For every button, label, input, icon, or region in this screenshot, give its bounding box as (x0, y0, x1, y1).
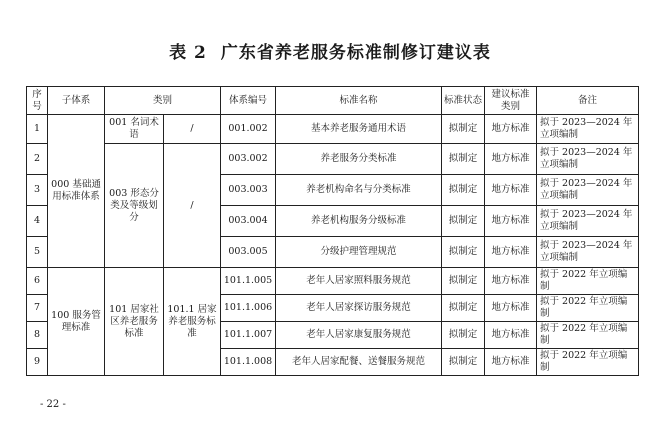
cell-type: 地方标准 (485, 295, 537, 322)
cell-name: 分级护理管理规范 (276, 237, 442, 268)
cell-name: 老年人居家探访服务规范 (276, 295, 442, 322)
header-seq: 序号 (27, 87, 48, 115)
cell-category: 001 名词术语 (105, 115, 164, 144)
cell-status: 拟制定 (442, 115, 485, 144)
cell-seq: 5 (27, 237, 48, 268)
header-row (27, 87, 639, 115)
cell-code: 003.002 (221, 144, 276, 175)
cell-status: 拟制定 (442, 322, 485, 349)
cell-status: 拟制定 (442, 206, 485, 237)
page-number: - 22 - (40, 399, 66, 410)
header-status: 标准状态 (442, 87, 485, 115)
cell-subsystem: 000 基础通用标准体系 (48, 115, 105, 268)
cell-remark: 拟于 2023—2024 年立项编制 (537, 175, 639, 206)
cell-name: 养老机构命名与分类标准 (276, 175, 442, 206)
cell-status: 拟制定 (442, 295, 485, 322)
cell-seq: 2 (27, 144, 48, 175)
header-suggested-type: 建议标准类别 (485, 87, 537, 115)
cell-type: 地方标准 (485, 268, 537, 295)
cell-category: 101 居家社区养老服务标准 (105, 268, 164, 376)
cell-type: 地方标准 (485, 175, 537, 206)
cell-remark: 拟于 2023—2024 年立项编制 (537, 237, 639, 268)
cell-code: 101.1.008 (221, 349, 276, 376)
cell-category-sub: / (164, 144, 221, 268)
header-name: 标准名称 (276, 87, 442, 115)
cell-category-sub: / (164, 115, 221, 144)
cell-name: 老年人居家配餐、送餐服务规范 (276, 349, 442, 376)
cell-name: 养老服务分类标准 (276, 144, 442, 175)
cell-seq: 6 (27, 268, 48, 295)
cell-code: 101.1.006 (221, 295, 276, 322)
table-number: 表 2 (169, 43, 207, 63)
header-subsystem: 子体系 (48, 87, 105, 115)
cell-name: 养老机构服务分级标准 (276, 206, 442, 237)
cell-remark: 拟于 2023—2024 年立项编制 (537, 206, 639, 237)
table-row (27, 144, 639, 175)
cell-code: 001.002 (221, 115, 276, 144)
cell-code: 003.003 (221, 175, 276, 206)
header-category: 类别 (105, 87, 221, 115)
cell-seq: 8 (27, 322, 48, 349)
header-code: 体系编号 (221, 87, 276, 115)
table-row (27, 268, 639, 295)
cell-code: 003.004 (221, 206, 276, 237)
cell-name: 老年人居家照料服务规范 (276, 268, 442, 295)
cell-type: 地方标准 (485, 237, 537, 268)
cell-category: 003 形态分类及等级划分 (105, 144, 164, 268)
cell-subsystem: 100 服务管理标准 (48, 268, 105, 376)
cell-seq: 9 (27, 349, 48, 376)
cell-remark: 拟于 2023—2024 年立项编制 (537, 115, 639, 144)
cell-seq: 3 (27, 175, 48, 206)
cell-name: 基本养老服务通用术语 (276, 115, 442, 144)
table-title: 广东省养老服务标准制修订建议表 (220, 43, 491, 63)
cell-remark: 拟于 2023—2024 年立项编制 (537, 144, 639, 175)
cell-seq: 7 (27, 295, 48, 322)
cell-type: 地方标准 (485, 349, 537, 376)
cell-seq: 4 (27, 206, 48, 237)
cell-code: 101.1.007 (221, 322, 276, 349)
cell-name: 老年人居家康复服务规范 (276, 322, 442, 349)
cell-seq: 1 (27, 115, 48, 144)
cell-remark: 拟于 2022 年立项编制 (537, 349, 639, 376)
cell-type: 地方标准 (485, 322, 537, 349)
cell-type: 地方标准 (485, 144, 537, 175)
cell-remark: 拟于 2022 年立项编制 (537, 322, 639, 349)
cell-status: 拟制定 (442, 349, 485, 376)
cell-status: 拟制定 (442, 237, 485, 268)
cell-code: 101.1.005 (221, 268, 276, 295)
cell-type: 地方标准 (485, 206, 537, 237)
table-row (27, 115, 639, 144)
cell-status: 拟制定 (442, 144, 485, 175)
cell-status: 拟制定 (442, 268, 485, 295)
cell-remark: 拟于 2022 年立项编制 (537, 268, 639, 295)
standards-table (26, 86, 639, 376)
cell-category-sub: 101.1 居家养老服务标准 (164, 268, 221, 376)
cell-code: 003.005 (221, 237, 276, 268)
page-title (0, 38, 660, 63)
cell-remark: 拟于 2022 年立项编制 (537, 295, 639, 322)
cell-type: 地方标准 (485, 115, 537, 144)
cell-status: 拟制定 (442, 175, 485, 206)
header-remark: 备注 (537, 87, 639, 115)
